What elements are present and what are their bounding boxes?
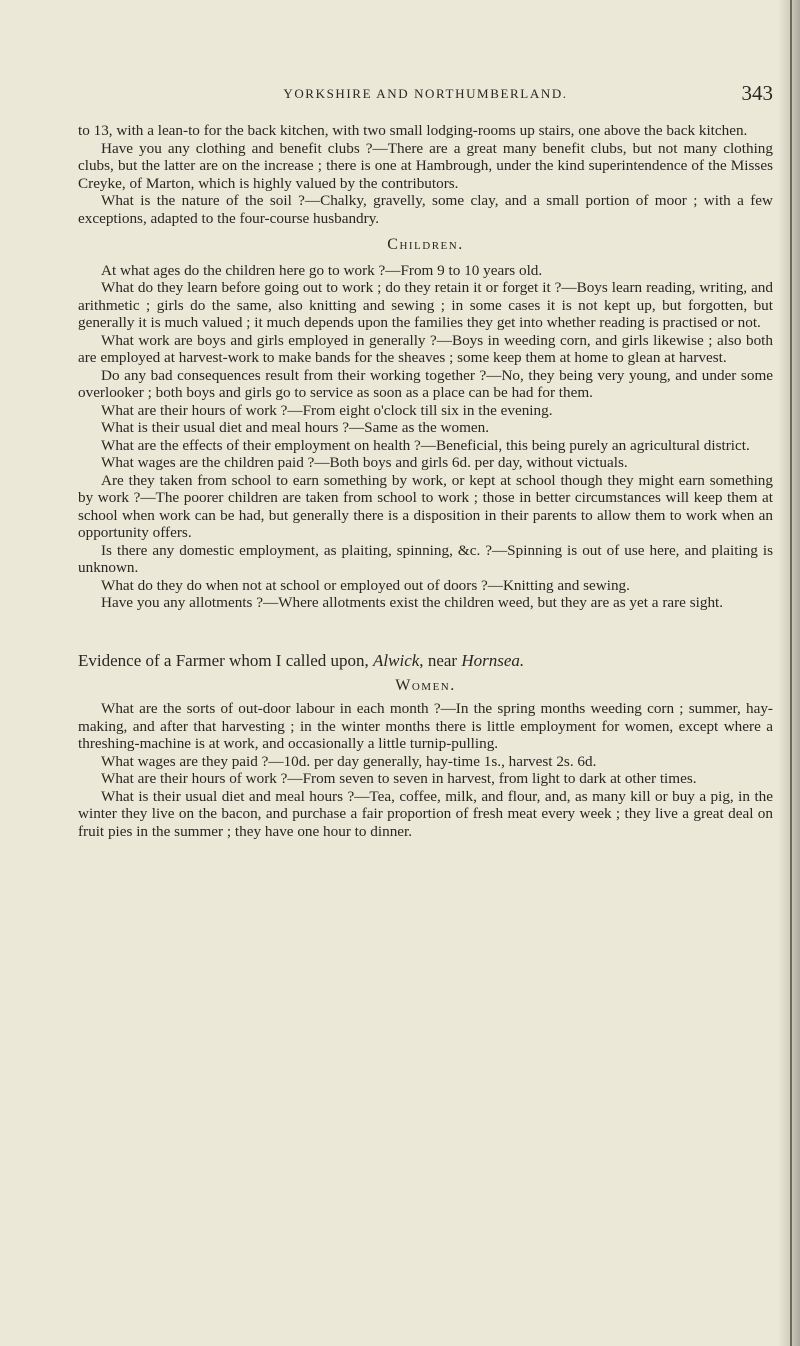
page-header [78, 81, 773, 112]
paragraph: What are the sorts of out-door labour in each month ?—In the spring months weeding corn ; summer, hay-making, and after that harvesting ; in the winter months there is little employment for women, except where a threshing-machine is at work, and occasionally a little turnip-pulling. [78, 700, 773, 752]
section-heading-women: Women. [395, 676, 456, 694]
paragraph: Have you any allotments ?—Where allotments exist the children weed, but they are as yet a rare sight. [101, 594, 724, 611]
paragraph: Are they taken from school to earn something by work, or kept at school though they might earn something by work ?—The poorer children are taken from school to work ; those in better circumstances will keep them at school when work can be had, but generally there is a disposition in their parents to allow them to work when an opportunity offers. [78, 471, 773, 541]
paragraph: What is their usual diet and meal hours ?—Tea, coffee, milk, and flour, and, as many kill or buy a pig, in the winter they live on the bacon, and purchase a fair proportion of fresh meat every week ; they live a great deal on fruit pies in the summer ; they have one hour to dinner. [78, 787, 773, 840]
paragraph: Have you any clothing and benefit clubs ?—There are a great many benefit clubs, but not many clothing clubs, but the latter are on the increase ; there is one at Hambrough, under the kind superintendence of the Misses Creyke, of Marton, which is highly valued by the contributors. [78, 139, 773, 192]
paragraph: to 13, with a lean-to for the back kitchen, with two small lodging-rooms up stairs, one above the back kitchen. [78, 122, 748, 139]
evidence-town: Hornsea. [461, 650, 525, 670]
paragraph: Do any bad consequences result from their working together ?—No, they being very young, and under some overlooker ; both boys and girls go to service as soon as a place can be had for them. [78, 366, 773, 401]
paragraph: Is there any domestic employment, as plaiting, spinning, &c. ?—Spinning is out of use here, and plaiting is unknown. [78, 541, 773, 576]
paragraph: What work are boys and girls employed in generally ?—Boys in weeding corn, and girls likewise ; also both are employed at harvest-work to make bands for the sheaves ; some keep them at home to glean at harvest. [78, 331, 773, 366]
page-number: 343 [741, 81, 773, 105]
paragraph: At what ages do the children here go to work ?—From 9 to 10 years old. [101, 261, 543, 279]
page-edge-line [790, 0, 792, 1346]
evidence-middle: near [423, 650, 462, 670]
paragraph: What wages are they paid ?—10d. per day generally, hay-time 1s., harvest 2s. 6d. [101, 752, 597, 770]
evidence-prefix: Evidence of a Farmer whom I called upon, [78, 650, 374, 670]
paragraph: What are their hours of work ?—From eight o'clock till six in the evening. [101, 401, 553, 419]
section-heading-children: Children. [387, 236, 464, 253]
paragraph: What do they do when not at school or employed out of doors ?—Knitting and sewing. [101, 576, 630, 594]
paragraph: What is their usual diet and meal hours ?—Same as the women. [101, 419, 490, 436]
running-head: YORKSHIRE AND NORTHUMBERLAND. [283, 86, 568, 101]
paragraph: What do they learn before going out to work ; do they retain it or forget it ?—Boys learn reading, writing, and arithmetic ; girls do the same, also knitting and sewing ; in some cases it is not kept up, but forgotten, but generally it is much valued ; it much depends upon the families they get into whether reading is practised or not. [78, 279, 773, 331]
paragraph: What wages are the children paid ?—Both boys and girls 6d. per day, without victuals. [101, 454, 628, 471]
paragraph: What are their hours of work ?—From seven to seven in harvest, from light to dark at other times. [101, 770, 697, 787]
page-body [78, 122, 773, 840]
paragraph: What are the effects of their employment on health ?—Beneficial, this being purely an agricultural district. [101, 436, 750, 454]
evidence-place: Alwick, [373, 650, 424, 670]
paragraph: What is the nature of the soil ?—Chalky, gravelly, some clay, and a small portion of moor ; with a few exceptions, adapted to the four-course husbandry. [78, 192, 773, 227]
page-edge-shadow [778, 0, 800, 1346]
evidence-heading [78, 650, 773, 671]
